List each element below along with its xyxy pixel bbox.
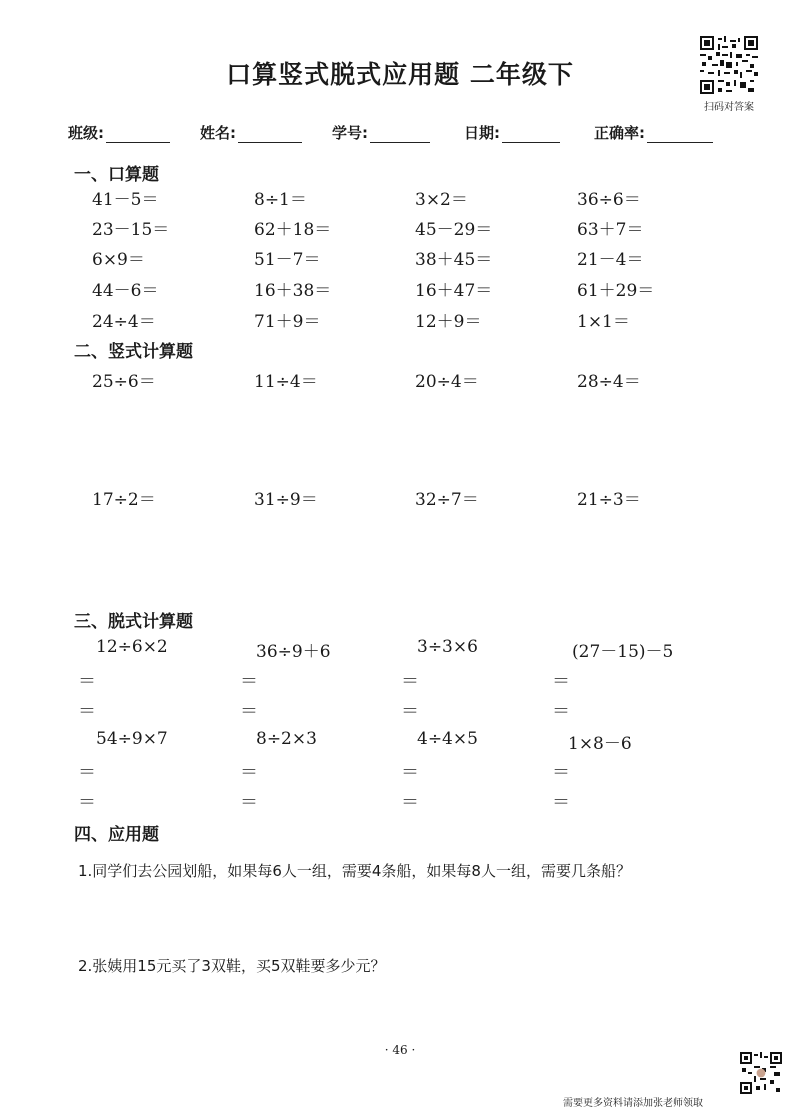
equals-step: ＝ xyxy=(401,792,419,813)
equals-step: ＝ xyxy=(78,792,96,813)
oral-problem: 62＋18＝ xyxy=(254,220,332,240)
oral-problem: 63＋7＝ xyxy=(577,220,644,240)
name-label: 姓名: xyxy=(200,124,236,142)
word-problem: 1.同学们去公园划船，如果每6人一组，需要4条船，如果每8人一组，需要几条船？ xyxy=(78,862,631,880)
class-blank[interactable] xyxy=(106,126,170,143)
date-label: 日期: xyxy=(464,124,500,142)
vertical-problem: 21÷3＝ xyxy=(577,490,641,510)
page-title: 口算竖式脱式应用题 二年级下 xyxy=(226,60,574,89)
oral-problem: 12＋9＝ xyxy=(415,312,482,332)
equals-step: ＝ xyxy=(552,701,570,722)
qr-caption: 扫码对答案 xyxy=(704,102,754,113)
oral-problem: 21－4＝ xyxy=(577,250,644,270)
accuracy-field[interactable] xyxy=(594,122,744,143)
stepwise-problem: 8÷2×3 xyxy=(256,729,317,749)
vertical-problem: 11÷4＝ xyxy=(254,372,318,392)
name-field[interactable] xyxy=(200,122,332,143)
vertical-problem: 31÷9＝ xyxy=(254,490,318,510)
footer-note: 需要更多资料请添加张老师领取 xyxy=(563,1098,703,1109)
name-blank[interactable] xyxy=(238,126,302,143)
oral-problem: 36÷6＝ xyxy=(577,190,641,210)
vertical-problem: 17÷2＝ xyxy=(92,490,156,510)
student-number-label: 学号: xyxy=(332,124,368,142)
equals-step: ＝ xyxy=(78,671,96,692)
oral-problem: 51－7＝ xyxy=(254,250,321,270)
oral-problem: 3×2＝ xyxy=(415,190,468,210)
vertical-problem: 28÷4＝ xyxy=(577,372,641,392)
oral-problem: 8÷1＝ xyxy=(254,190,307,210)
equals-step: ＝ xyxy=(240,792,258,813)
equals-step: ＝ xyxy=(240,701,258,722)
class-label: 班级: xyxy=(68,124,104,142)
contact-qr-code-icon[interactable] xyxy=(740,1052,782,1094)
oral-problem: 44－6＝ xyxy=(92,281,159,301)
oral-problem: 16＋47＝ xyxy=(415,281,493,301)
oral-problem: 1×1＝ xyxy=(577,312,630,332)
stepwise-problem: (27－15)－5 xyxy=(572,642,674,662)
equals-step: ＝ xyxy=(552,762,570,783)
student-number-field[interactable] xyxy=(332,122,464,143)
vertical-problem: 32÷7＝ xyxy=(415,490,479,510)
oral-problem: 38＋45＝ xyxy=(415,250,493,270)
date-blank[interactable] xyxy=(502,126,560,143)
stepwise-problem: 54÷9×7 xyxy=(96,729,168,749)
accuracy-blank[interactable] xyxy=(647,126,713,143)
equals-step: ＝ xyxy=(78,701,96,722)
student-number-blank[interactable] xyxy=(370,126,430,143)
stepwise-problem: 4÷4×5 xyxy=(417,729,478,749)
accuracy-label: 正确率: xyxy=(594,124,645,142)
word-problem: 2.张姨用15元买了3双鞋，买5双鞋要多少元？ xyxy=(78,957,386,975)
student-info-row xyxy=(68,122,748,143)
equals-step: ＝ xyxy=(240,762,258,783)
oral-problem: 6×9＝ xyxy=(92,250,145,270)
oral-problem: 45－29＝ xyxy=(415,220,493,240)
date-field[interactable] xyxy=(464,122,594,143)
oral-problem: 71＋9＝ xyxy=(254,312,321,332)
equals-step: ＝ xyxy=(552,792,570,813)
qr-code-icon[interactable] xyxy=(700,36,758,94)
vertical-problem: 20÷4＝ xyxy=(415,372,479,392)
oral-problem: 24÷4＝ xyxy=(92,312,156,332)
oral-problem: 41－5＝ xyxy=(92,190,159,210)
section-heading-stepwise: 三、脱式计算题 xyxy=(74,612,193,632)
equals-step: ＝ xyxy=(552,671,570,692)
oral-problem: 23－15＝ xyxy=(92,220,170,240)
stepwise-problem: 36÷9＋6 xyxy=(256,642,331,662)
oral-problem: 16＋38＝ xyxy=(254,281,332,301)
vertical-problem: 25÷6＝ xyxy=(92,372,156,392)
stepwise-problem: 12÷6×2 xyxy=(96,637,168,657)
stepwise-problem: 3÷3×6 xyxy=(417,637,478,657)
equals-step: ＝ xyxy=(401,762,419,783)
stepwise-problem: 1×8－6 xyxy=(568,734,632,754)
oral-problem: 61＋29＝ xyxy=(577,281,655,301)
equals-step: ＝ xyxy=(401,671,419,692)
equals-step: ＝ xyxy=(78,762,96,783)
class-field[interactable] xyxy=(68,122,200,143)
page-number: · 46 · xyxy=(384,1043,416,1057)
equals-step: ＝ xyxy=(401,701,419,722)
equals-step: ＝ xyxy=(240,671,258,692)
section-heading-vertical: 二、竖式计算题 xyxy=(74,342,193,362)
section-heading-word-problems: 四、应用题 xyxy=(74,825,159,845)
section-heading-oral: 一、口算题 xyxy=(74,165,159,185)
